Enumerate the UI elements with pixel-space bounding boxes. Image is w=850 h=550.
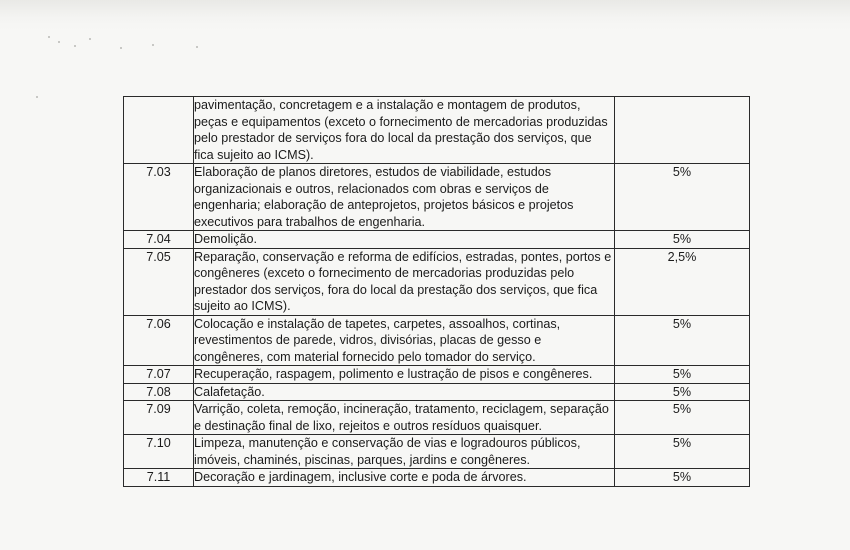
table-row — [124, 401, 750, 435]
table-row — [124, 383, 750, 401]
service-rate: 5% — [615, 164, 750, 231]
service-code — [124, 97, 194, 164]
service-code: 7.09 — [124, 401, 194, 435]
table-row — [124, 231, 750, 249]
service-description: Demolição. — [194, 231, 615, 249]
table-row — [124, 469, 750, 487]
service-rate-table — [123, 96, 750, 487]
service-code: 7.07 — [124, 366, 194, 384]
service-description: Calafetação. — [194, 383, 615, 401]
service-description: Decoração e jardinagem, inclusive corte e poda de árvores. — [194, 469, 615, 487]
service-rate: 5% — [615, 401, 750, 435]
table-row — [124, 435, 750, 469]
table-row — [124, 164, 750, 231]
service-code: 7.03 — [124, 164, 194, 231]
service-rate — [615, 97, 750, 164]
table-row — [124, 248, 750, 315]
service-rate: 5% — [615, 435, 750, 469]
service-description: Limpeza, manutenção e conservação de vias e logradouros públicos, imóveis, chaminés, piscinas, parques, jardins e congêneres. — [194, 435, 615, 469]
table-row — [124, 366, 750, 384]
service-code: 7.05 — [124, 248, 194, 315]
table-row — [124, 315, 750, 366]
service-description: pavimentação, concretagem e a instalação e montagem de produtos, peças e equipamentos (exceto o fornecimento de mercadorias produzidas pelo prestador de serviços fora do local da prestação dos serviços, que fica sujeito ao ICMS). — [194, 97, 615, 164]
service-description: Elaboração de planos diretores, estudos de viabilidade, estudos organizacionais e outros, relacionados com obras e serviços de engenharia; elaboração de anteprojetos, projetos básicos e projetos executivos para trabalhos de engenharia. — [194, 164, 615, 231]
service-code: 7.10 — [124, 435, 194, 469]
service-description: Reparação, conservação e reforma de edifícios, estradas, pontes, portos e congêneres (exceto o fornecimento de mercadorias produzidas pelo prestador dos serviços, fora do local da prestação dos serviços, que fica sujeito ao ICMS). — [194, 248, 615, 315]
service-code: 7.04 — [124, 231, 194, 249]
service-code: 7.08 — [124, 383, 194, 401]
table-row — [124, 97, 750, 164]
service-description: Varrição, coleta, remoção, incineração, tratamento, reciclagem, separação e destinação final de lixo, rejeitos e outros resíduos quaisquer. — [194, 401, 615, 435]
service-description: Colocação e instalação de tapetes, carpetes, assoalhos, cortinas, revestimentos de parede, vidros, divisórias, placas de gesso e congêneres, com material fornecido pelo tomador do serviço. — [194, 315, 615, 366]
service-rate: 5% — [615, 366, 750, 384]
scan-top-shadow — [0, 0, 850, 30]
service-code: 7.06 — [124, 315, 194, 366]
service-rate: 5% — [615, 383, 750, 401]
service-rate: 2,5% — [615, 248, 750, 315]
service-rate: 5% — [615, 315, 750, 366]
service-rate: 5% — [615, 469, 750, 487]
service-code: 7.11 — [124, 469, 194, 487]
service-description: Recuperação, raspagem, polimento e lustração de pisos e congêneres. — [194, 366, 615, 384]
service-rate: 5% — [615, 231, 750, 249]
